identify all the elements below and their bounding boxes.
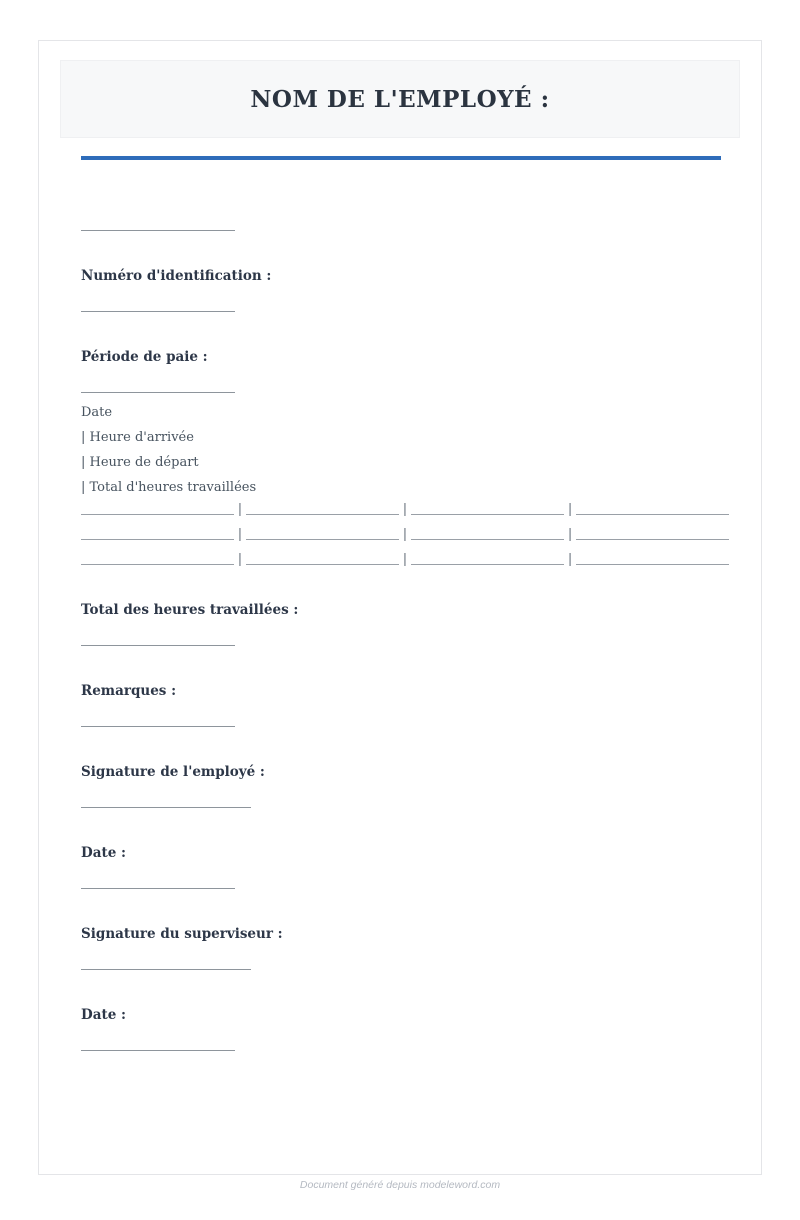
id-number-blank-field bbox=[81, 311, 235, 312]
page-title: NOM DE L'EMPLOYÉ : bbox=[250, 85, 550, 113]
column-separator: | bbox=[237, 502, 243, 517]
col-header-arrival-time: | Heure d'arrivée bbox=[81, 430, 194, 445]
pay-period-blank-field bbox=[81, 392, 235, 393]
timesheet-row bbox=[81, 500, 729, 515]
row-blank-cell bbox=[246, 514, 399, 515]
document-page bbox=[38, 40, 762, 1175]
supervisor-signature-label: Signature du superviseur : bbox=[81, 926, 283, 942]
blue-divider bbox=[81, 156, 721, 160]
employee-date-label: Date : bbox=[81, 845, 126, 861]
timesheet-column-headers bbox=[81, 400, 729, 500]
column-separator: | bbox=[402, 527, 408, 542]
remarks-label: Remarques : bbox=[81, 683, 177, 699]
id-number-label: Numéro d'identification : bbox=[81, 268, 272, 284]
col-header-date: Date bbox=[81, 405, 113, 420]
col-header-departure-time: | Heure de départ bbox=[81, 455, 199, 470]
row-blank-cell bbox=[246, 539, 399, 540]
timesheet-row bbox=[81, 515, 729, 540]
row-blank-cell bbox=[411, 564, 564, 565]
row-blank-cell bbox=[81, 539, 234, 540]
row-blank-cell bbox=[411, 539, 564, 540]
employee-signature-label: Signature de l'employé : bbox=[81, 764, 265, 780]
column-separator: | bbox=[567, 502, 573, 517]
timesheet-rows bbox=[81, 500, 729, 565]
timesheet-row bbox=[81, 540, 729, 565]
footer-attribution: Document généré depuis modeleword.com bbox=[299, 1179, 501, 1191]
row-blank-cell bbox=[246, 564, 399, 565]
employee-signature-blank-field bbox=[81, 807, 251, 808]
column-separator: | bbox=[237, 527, 243, 542]
row-blank-cell bbox=[576, 564, 729, 565]
column-separator: | bbox=[402, 502, 408, 517]
employee-date-blank-field bbox=[81, 888, 235, 889]
employee-name-header bbox=[60, 60, 740, 138]
pay-period-label: Période de paie : bbox=[81, 349, 208, 365]
column-separator: | bbox=[237, 552, 243, 567]
remarks-blank-field bbox=[81, 726, 235, 727]
row-blank-cell bbox=[81, 564, 234, 565]
row-blank-cell bbox=[81, 514, 234, 515]
row-blank-cell bbox=[576, 514, 729, 515]
column-separator: | bbox=[567, 527, 573, 542]
column-separator: | bbox=[567, 552, 573, 567]
document-content bbox=[39, 156, 761, 1051]
total-hours-blank-field bbox=[81, 645, 235, 646]
employee-name-blank-field bbox=[81, 230, 235, 231]
row-blank-cell bbox=[411, 514, 564, 515]
col-header-total-hours: | Total d'heures travaillées bbox=[81, 480, 257, 495]
column-separator: | bbox=[402, 552, 408, 567]
supervisor-date-label: Date : bbox=[81, 1007, 126, 1023]
row-blank-cell bbox=[576, 539, 729, 540]
supervisor-date-blank-field bbox=[81, 1050, 235, 1051]
total-hours-label: Total des heures travaillées : bbox=[81, 602, 299, 618]
supervisor-signature-blank-field bbox=[81, 969, 251, 970]
